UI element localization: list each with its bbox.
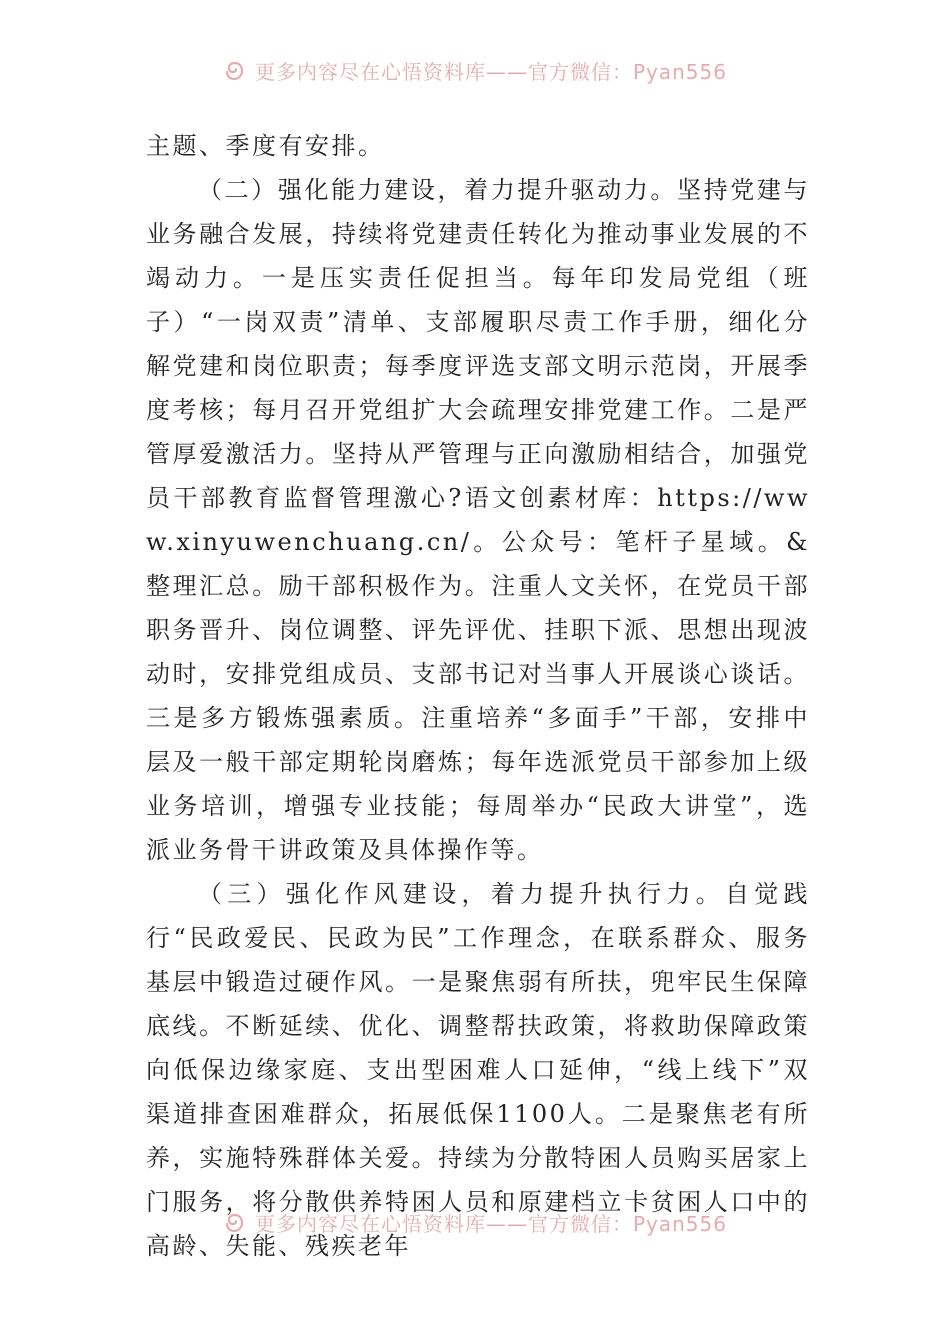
spiral-logo-icon [223, 1210, 247, 1234]
document-body [146, 124, 810, 1268]
paragraph-work-style-building: （三）强化作风建设，着力提升执行力。自觉践行“民政爱民、民政为民”工作理念，在联系群众、服务基层中锻造过硬作风。一是聚焦弱有所扶，兜牢民生保障底线。不断延续、优化、调整帮扶政策，将救助保障政策向低保边缘家庭、支出型困难人口延伸，“线上线下”双渠道排查困难群众，拓展低保1100人。二是聚焦老有所养，实施特殊群体关爱。持续为分散特困人员购买居家上门服务，将分散供养特困人员和原建档立卡贫困人口中的高龄、失能、残疾老年 [146, 880, 810, 1260]
watermark-text: 更多内容尽在心悟资料库——官方微信：Pyan556 [254, 59, 727, 84]
paragraph-closing-line: 主题、季度有安排。 [146, 132, 385, 160]
paragraph-capability-building: （二）强化能力建设，着力提升驱动力。坚持党建与业务融合发展，持续将党建责任转化为推动事业发展的不竭动力。一是压实责任促担当。每年印发局党组（班子）“一岗双责”清单、支部履职尽责工作手册，细化分解党建和岗位职责；每季度评选支部文明示范岗，开展季度考核；每月召开党组扩大会疏理安排党建工作。二是严管厚爱激活力。坚持从严管理与正向激励相结合，加强党员干部教育监督管理激心?语文创素材库：https://www.xinyuwenchuang.cn/。公众号：笔杆子星域。&整理汇总。励干部积极作为。注重人文关怀，在党员干部职务晋升、岗位调整、评先评优、挂职下派、思想出现波动时，安排党组成员、支部书记对当事人开展谈心谈话。三是多方锻炼强素质。注重培养“多面手”干部，安排中层及一般干部定期轮岗磨炼；每年选派党员干部参加上级业务培训，增强专业技能；每周举办“民政大讲堂”，选派业务骨干讲政策及具体操作等。 [146, 176, 810, 864]
spiral-logo-icon [223, 58, 247, 82]
watermark-text: 更多内容尽在心悟资料库——官方微信：Pyan556 [254, 1211, 727, 1236]
footer-watermark [0, 1202, 950, 1242]
header-watermark [0, 50, 950, 90]
